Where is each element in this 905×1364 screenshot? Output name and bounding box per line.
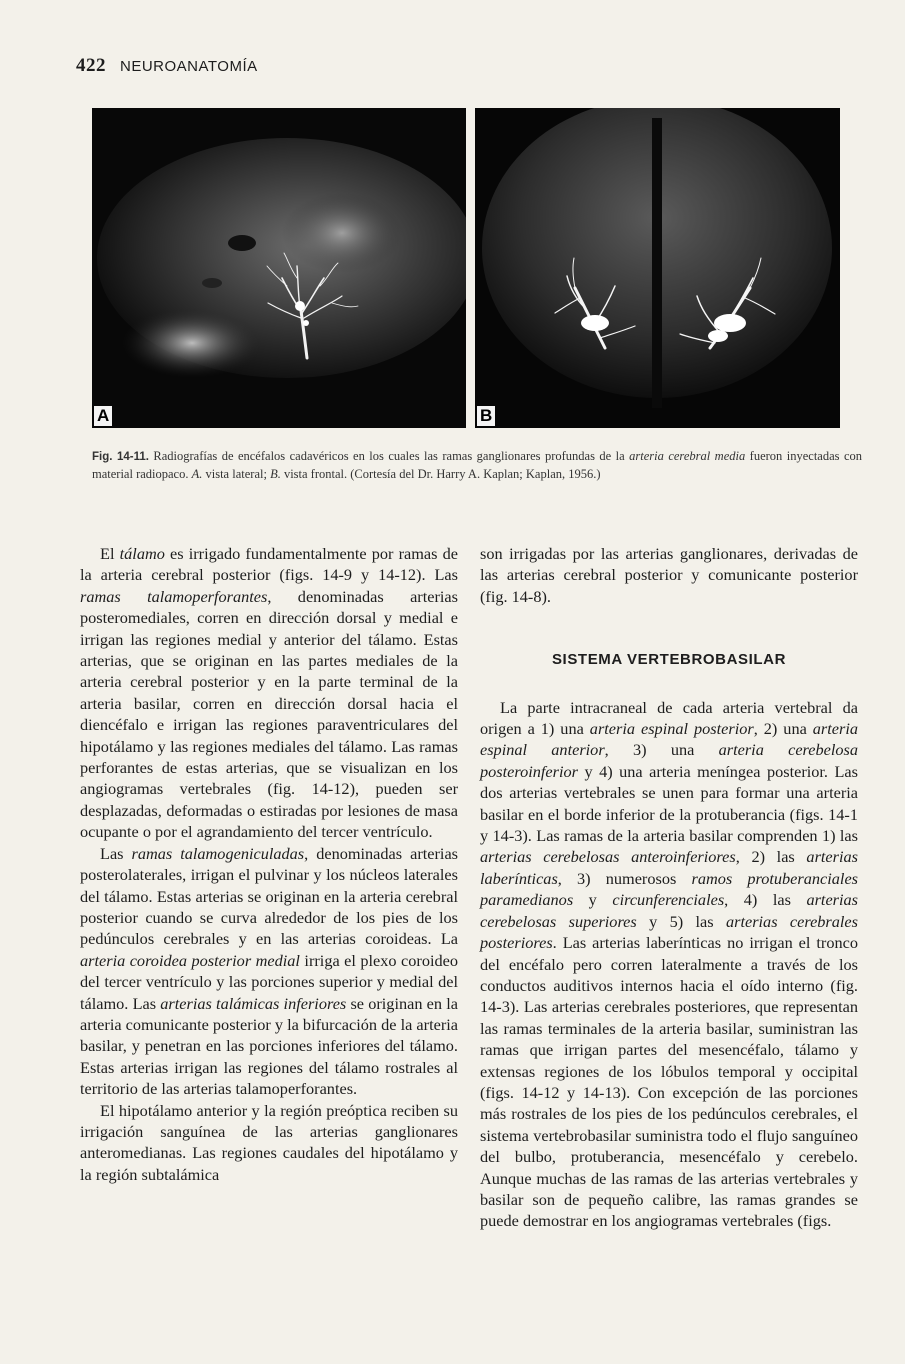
- emphasis: arterias talámicas inferiores: [160, 993, 347, 1013]
- emphasis: arterias cerebelosas superiores: [480, 890, 859, 931]
- text: La parte intracraneal de cada arteria vertebral da origen a 1) una: [480, 697, 858, 739]
- caption-text: vista lateral;: [202, 467, 271, 481]
- emphasis: arterias cerebelosas anteroinferiores: [480, 847, 736, 867]
- text: , 3) una: [604, 740, 719, 760]
- paragraph: [480, 697, 858, 1232]
- text: y 5) las: [636, 911, 726, 931]
- text: El: [100, 544, 120, 563]
- caption-text: vista frontal. (Cortesía del Dr. Harry A. Kaplan; Kaplan, 1956.): [280, 467, 601, 481]
- text: Las: [100, 843, 132, 863]
- frontal-angiogram-image: [475, 108, 840, 428]
- text: y 4) una arteria meníngea posterior. Las dos arterias vertebrales se unen para formar una arteria basilar en el borde inferior de la protuberancia (figs. 14-1 y 14-3). Las ramas de la arteria basilar comprenden 1) las: [480, 761, 858, 846]
- paragraph: son irrigadas por las arterias ganglionares, derivadas de las arterias cerebral posterior y comunicante posterior (fig. 14-8).: [480, 544, 858, 606]
- left-column: [80, 543, 458, 1185]
- emphasis: circunferenciales: [612, 890, 725, 910]
- text: y: [573, 890, 613, 910]
- text: se originan en la arteria comunicante posterior y la bifurcación de la arteria basilar, y penetran en las porciones inferiores del tálamo. Estas arterias irrigan las regiones del tálamo rostrales al territorio de las arterias talamoperforantes.: [80, 993, 458, 1099]
- page-number: 422: [76, 55, 106, 76]
- panel-label-b: B: [477, 406, 495, 426]
- lateral-angiogram-image: [92, 108, 466, 428]
- caption-emphasis: A.: [191, 467, 203, 481]
- text: , denominadas arterias posteromediales, corren en dirección dorsal y medial e irrigan las regiones medial y anterior del tálamo. Estas arterias, que se originan en las partes mediales de la arteria cerebral posterior y en la parte terminal de la arteria basilar, corren en dirección dorsal hacia el diencéfalo e irrigan las regiones paraventriculares del hipotálamo y las regiones mediales del tálamo. Las ramas perforantes de estas arterias, que se visualizan en los angiogramas vertebrales (fig. 14-12), pueden ser desplazadas, deformadas o estiradas por lesiones de masa ocupante o por el agrandamiento del tercer ventrículo.: [80, 586, 458, 842]
- text: . Las arterias laberínticas no irrigan el tronco del encéfalo pero corren lateralmente a través de los conductos auditivos internos hacia el oído interno (fig. 14-3). Las arterias cerebrales posteriores, que representan las ramas terminales de la arteria basilar, suministran las ramas que irrigan partes del mesencéfalo, tálamo y extensas regiones de los lóbulos temporal y occipital (figs. 14-12 y 14-13). Con excepción de las porciones más rostrales de los pies de los pedúnculos cerebrales, el sistema vertebrobasilar suministra todo el flujo sanguíneo del bulbo, protuberancia, mesencéfalo y cerebelo. Aunque muchas de las ramas de las arterias vertebrales y basilar son de pequeño calibre, las ramas grandes se puede demostrar en los angiogramas vertebrales (figs.: [480, 933, 858, 1231]
- caption-emphasis: B.: [270, 467, 281, 481]
- text: irriga el plexo coroideo del tercer ventrículo y las porciones superior y medial del tálamo. Las: [80, 950, 458, 1013]
- emphasis: ramos protuberanciales paramedianos: [480, 868, 859, 910]
- figure-caption: [92, 448, 862, 483]
- emphasis: arteria coroidea posterior medial: [80, 950, 300, 970]
- emphasis: arteria espinal posterior: [589, 719, 754, 739]
- paragraph: [80, 843, 458, 1100]
- caption-text: Radiografías de encéfalos cadavéricos en los cuales las ramas ganglionares profundas de la: [148, 449, 630, 463]
- emphasis: tálamo: [119, 544, 165, 563]
- section-heading: SISTEMA VERTEBROBASILAR: [551, 651, 787, 669]
- emphasis: arteria espinal anterior: [480, 719, 859, 760]
- emphasis: arteria cerebelosa posteroinferior: [480, 740, 859, 781]
- caption-text: fueron inyectadas con material radiopaco.: [92, 449, 863, 481]
- caption-emphasis: arteria cerebral media: [629, 449, 746, 463]
- emphasis: ramas talamoperforantes: [80, 586, 268, 606]
- right-column: [480, 543, 858, 1232]
- text: , 2) una: [753, 719, 813, 739]
- text: , 2) las: [735, 847, 807, 867]
- emphasis: arterias cerebrales posteriores: [480, 911, 858, 953]
- text: , denominadas arterias posterolaterales, irrigan el pulvinar y los núcleos laterales del tálamo. Estas arterias se originan en la arteria cerebral posterior cuando se curva alrededor de los pies de los pedúnculos cerebrales y en las arterias coroideas. La: [80, 843, 459, 949]
- figure-panel-b: [475, 108, 840, 428]
- panel-label-a: A: [94, 406, 112, 426]
- text: , 3) numerosos: [557, 868, 692, 888]
- paragraph: [80, 543, 458, 843]
- paragraph: El hipotálamo anterior y la región preóptica reciben su irrigación sanguínea de las arterias ganglionares anteromedianas. Las regiones caudales del hipotálamo y la región subtalámica: [80, 1100, 458, 1184]
- running-head: [76, 55, 258, 77]
- text: es irrigado fundamentalmente por ramas de la arteria cerebral posterior (figs. 14-9 y 14-12). Las: [80, 544, 458, 585]
- text: , 4) las: [724, 890, 807, 910]
- emphasis: arterias laberínticas: [480, 847, 858, 888]
- figure-label: Fig. 14-11.: [92, 451, 149, 463]
- running-title: NEUROANATOMÍA: [120, 58, 258, 75]
- emphasis: ramas talamogeniculadas: [131, 843, 305, 863]
- figure-panel-a: [92, 108, 466, 428]
